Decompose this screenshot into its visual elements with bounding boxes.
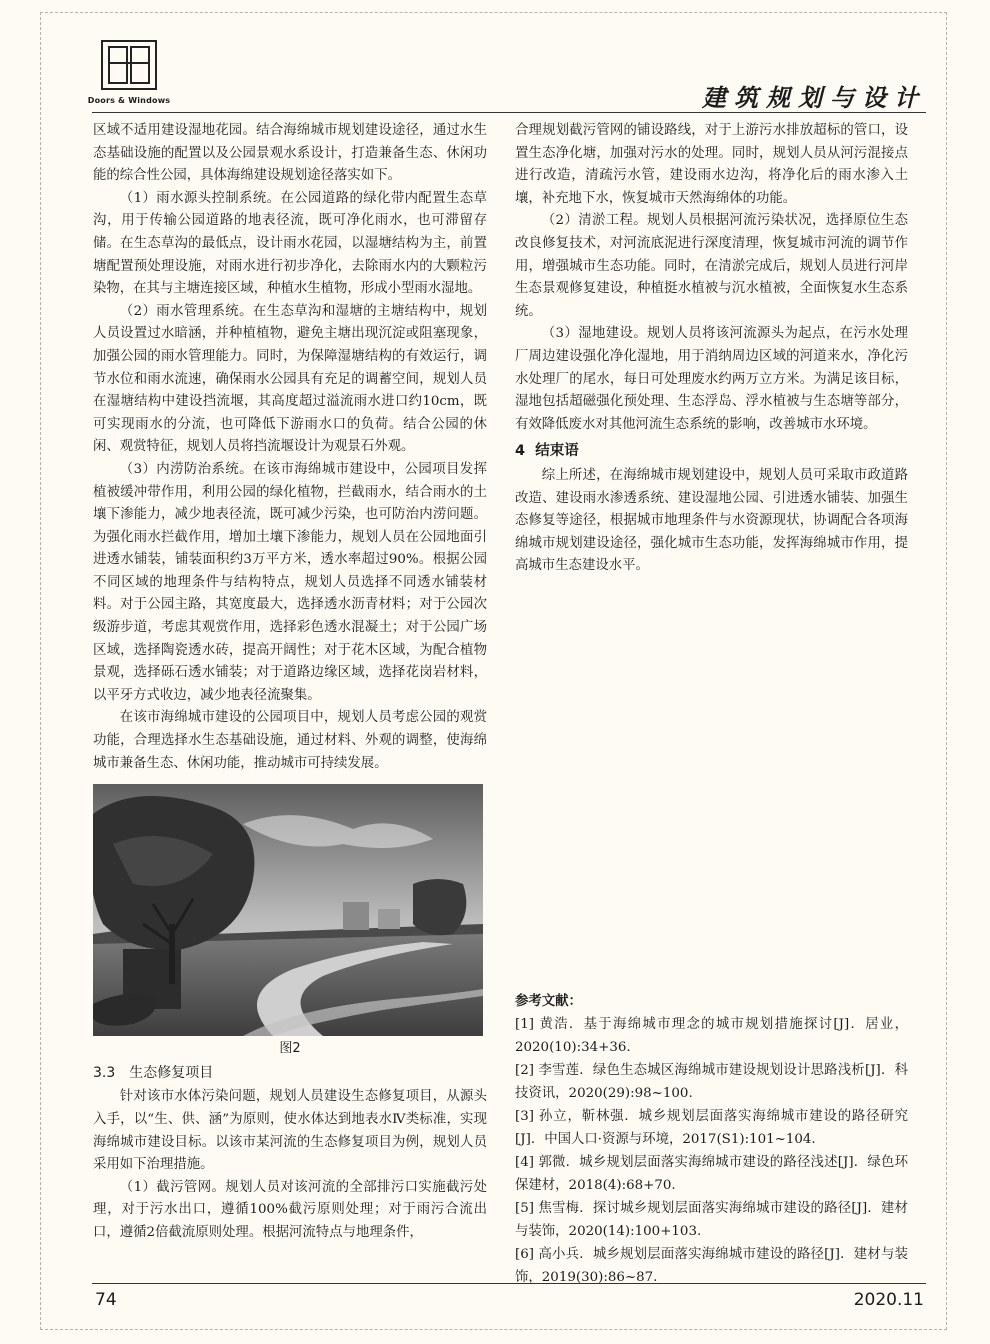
paragraph: 区域不适用建设湿地花园。结合海绵城市规划建设途径，通过水生态基础设施的配置以及公园景观水系设计，打造兼备生态、休闲功能的综合性公园，具体海绵建设规划途径落实如下。 [93,123,487,184]
section-heading-3-3 [93,1062,487,1085]
park-photo-image [93,784,483,1036]
paragraph: （1）雨水源头控制系统。在公园道路的绿化带内配置生态草沟，用于传输公园道路的地表径流，既可净化雨水，也可滞留存储。在生态草沟的最低点，设计雨水花园，以湿塘结构为主，前置塘配置预处理设施，对雨水进行初步净化，去除雨水内的大颗粒污染物，在其与主塘连接区域，种植水生植物，形成小型雨水湿地。 [93,190,487,297]
references [515,990,908,1289]
conclusion-paragraph: 综上所述，在海绵城市规划建设中，规划人员可采取市政道路改造、建设雨水渗透系统、建设湿地公园、引进透水铺装、加强生态修复等途径，根据城市地理条件与水资源现状，协调配合各项海绵城市规划建设途径，强化城市生态功能，发挥海绵城市作用，提高城市生态建设水平。 [515,467,908,574]
paragraph: （1）截污管网。规划人员对该河流的全部排污口实施截污处理，对于污水出口，遵循100%截污原则处理；对于雨污合流出口，遵循2倍截流原则处理。根据河流特点与地理条件， [93,1179,487,1240]
section-number: 3.3 [93,1064,116,1081]
reference-item: [3] 孙立，靳林强．城乡规划层面落实海绵城市建设的路径研究[J]．中国人口·资源与环境，2017(S1):101~104. [515,1109,908,1147]
paragraph: （2）清淤工程。规划人员根据河流污染状况，选择原位生态改良修复技术，对河流底泥进行深度清理，恢复城市河流的调节作用，增强城市生态功能。同时，在清淤完成后，规划人员进行河岸生态景观修复建设，种植挺水植被与沉水植被，全面恢复水生态系统。 [515,213,908,319]
section-heading-4 [515,440,908,463]
park-photo [93,784,483,1036]
doors-windows-logo [76,38,182,110]
right-column [515,120,908,578]
reference-item: [6] 高小兵．城乡规划层面落实海绵城市建设的路径[J]．建材与装饰，2019(30):86~87. [515,1247,908,1285]
paragraph: （2）雨水管理系统。在生态草沟和湿塘的主塘结构中，规划人员设置过水暗涵，并种植植物，避免主塘出现沉淀或阻塞现象，加强公园的雨水管理能力。同时，为保障湿塘结构的有效运行，调节水位和雨水流速，确保雨水公园具有充足的调蓄空间，规划人员在湿塘结构中建设挡流堰，其高度超过溢流雨水进口约10cm，既可实现雨水的分流，也可降低下游雨水口的负荷。结合公园的休闲、观赏特征，规划人员将挡流堰设计为观景石外观。 [93,303,487,455]
left-column [93,120,487,1245]
header-divider [92,112,926,113]
column-title: 建筑规划与设计 [702,84,926,112]
logo-text: Doors & Windows [87,96,171,105]
paragraph: （3）湿地建设。规划人员将该河流源头为起点，在污水处理厂周边建设强化净化湿地，用于消纳周边区域的河道来水，净化污水处理厂的尾水，每日可处理废水约两万立方米。为满足该目标，湿地包括超磁强化预处理、生态浮岛、浮水植被与生态塘等部分，有效降低废水对其他河流生态系统的影响，改善城市水环境。 [515,326,908,432]
page-number: 74 [95,1290,117,1310]
section-title: 生态修复项目 [129,1064,214,1081]
paragraph: 在该市海绵城市建设的公园项目中，规划人员考虑公园的观赏功能，合理选择水生态基础设施，通过材料、外观的调整，使海绵城市兼备生态、休闲功能，推动城市可持续发展。 [93,710,487,771]
reference-item: [1] 黄浩．基于海绵城市理念的城市规划措施探讨[J]．居业，2020(10):34+36. [515,1017,908,1055]
paragraph: 合理规划截污管网的铺设路线，对于上游污水排放超标的管口，设置生态净化塘，加强对污水的处理。同时，规划人员从河污混接点进行改造，清疏污水管，建设雨水边沟，将净化后的雨水渗入土壤，补充地下水，恢复城市天然海绵体的功能。 [515,123,908,206]
reference-item: [5] 焦雪梅．探讨城乡规划层面落实海绵城市建设的路径[J]．建材与装饰，2020(14):100+103. [515,1201,908,1239]
paragraph: 针对该市水体污染问题，规划人员建设生态修复项目，从源头入手，以“生、供、涵”为原则，使水体达到地表水Ⅳ类标准，实现海绵城市建设目标。以该市某河流的生态修复项目为例，规划人员采用如下治理措施。 [93,1089,487,1173]
section-number: 4 [515,443,526,460]
issue-date: 2020.11 [853,1290,924,1310]
reference-item: [2] 李雪莲．绿色生态城区海绵城市建设规划设计思路浅析[J]．科技资讯，2020(29):98~100. [515,1063,908,1101]
section-title: 结束语 [535,443,579,460]
door-icon [101,40,157,90]
references-title: 参考文献： [515,994,582,1009]
reference-item: [4] 郭微．城乡规划层面落实海绵城市建设的路径浅述[J]．绿色环保建材，2018(4):68+70. [515,1155,908,1193]
figure-caption: 图2 [279,1041,301,1057]
footer-divider [92,1283,926,1284]
paragraph: （3）内涝防治系统。在该市海绵城市建设中，公园项目发挥植被缓冲带作用，利用公园的绿化植物，拦截雨水，结合雨水的土壤下渗能力，减少地表径流，既可减少污染，也可防治内涝问题。为强化雨水拦截作用，增加土壤下渗能力，规划人员在公园地面引进透水铺装，铺装面积约3万平方米，透水率超过90%。根据公园不同区域的地理条件与结构特点，规划人员选择不同透水铺装材料。对于公园主路，其宽度最大，选择透水沥青材料；对于公园次级游步道，考虑其观赏作用，选择彩色透水混凝土；对于公园广场区域，选择陶瓷透水砖，提高开阔性；对于花木区域，为配合植物景观，选择砾石透水铺装；对于道路边缘区域，选择花岗岩材料，以平牙方式收边，减少地表径流聚集。 [93,461,487,703]
